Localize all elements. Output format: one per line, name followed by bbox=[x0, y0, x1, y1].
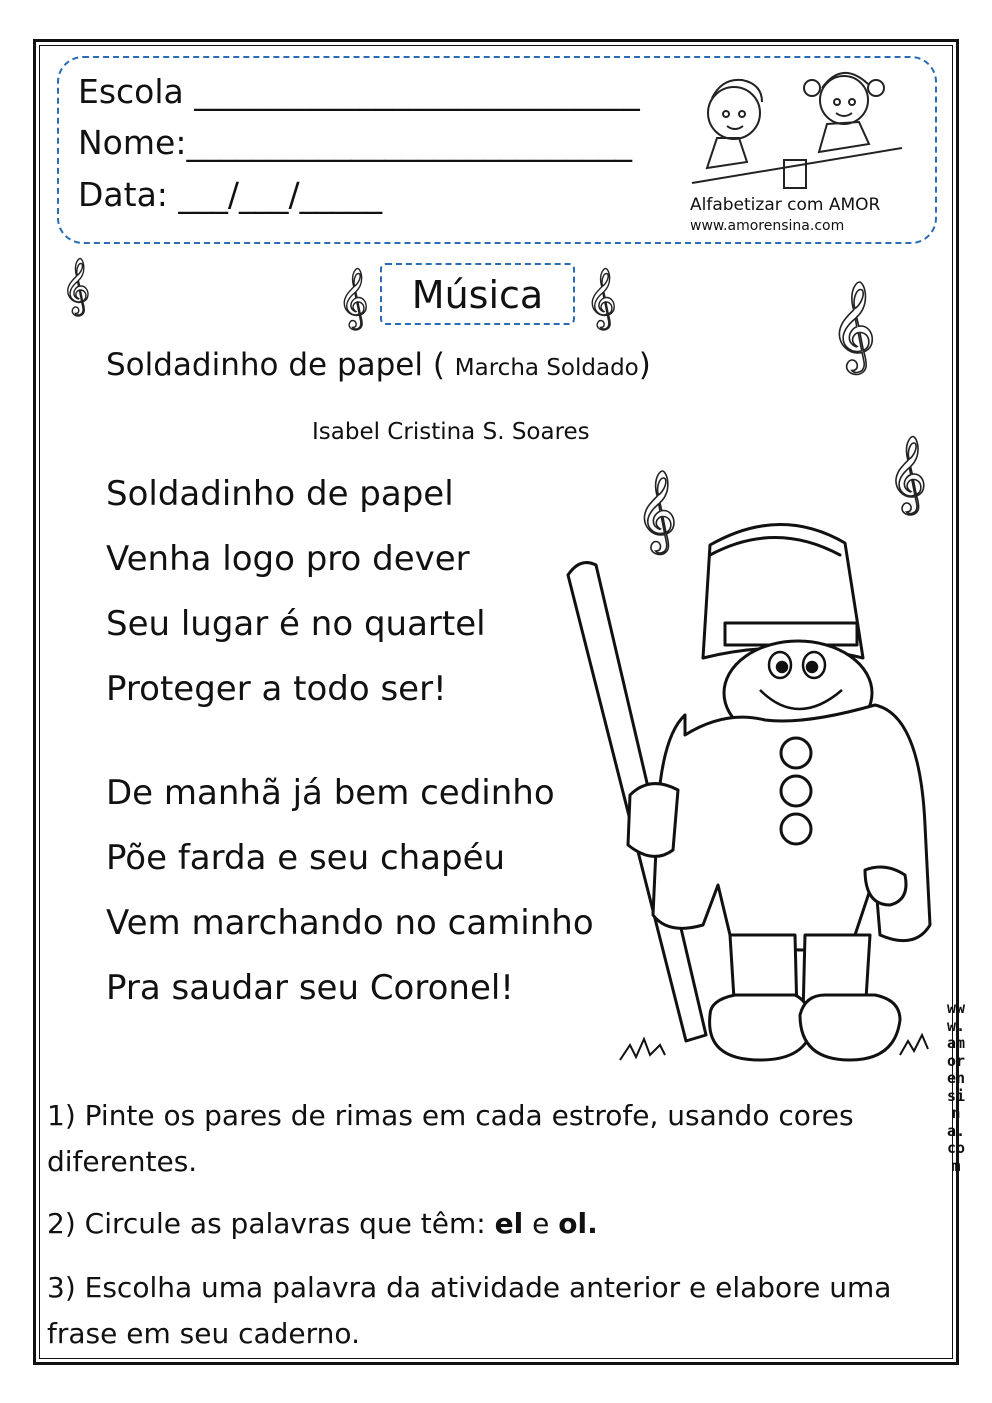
verse-line: De manhã já bem cedinho bbox=[106, 773, 555, 813]
song-author: Isabel Cristina S. Soares bbox=[312, 419, 590, 445]
question-3: 3) Escolha uma palavra da atividade anterior e elabore uma frase em seu caderno. bbox=[47, 1271, 892, 1350]
verse-line: Soldadinho de papel bbox=[106, 474, 454, 514]
svg-text:𝄞: 𝄞 bbox=[586, 268, 617, 328]
verse-line: Seu lugar é no quartel bbox=[106, 604, 486, 644]
verse-line: Proteger a todo ser! bbox=[106, 669, 447, 709]
side-watermark: www.amorensina.com bbox=[946, 999, 966, 1175]
question-2-el: el bbox=[494, 1207, 524, 1240]
subtitle-end: ) bbox=[638, 347, 651, 383]
question-1: 1) Pinte os pares de rimas em cada estrofe, usando cores diferentes. bbox=[47, 1099, 854, 1178]
svg-text:𝄞: 𝄞 bbox=[636, 469, 678, 551]
toy-soldier-illustration bbox=[560, 515, 950, 1075]
subtitle-text: Soldadinho de papel ( bbox=[106, 347, 445, 383]
verse-line: Põe farda e seu chapéu bbox=[106, 838, 506, 878]
verse-line: Venha logo pro dever bbox=[106, 539, 470, 579]
name-field: Nome:___________________________ bbox=[78, 123, 632, 162]
logo-title: Alfabetizar com AMOR bbox=[690, 195, 881, 215]
question-2 bbox=[47, 1201, 927, 1247]
treble-clef-icon bbox=[828, 262, 877, 371]
verse-line: Vem marchando no caminho bbox=[106, 903, 594, 943]
treble-clef-icon bbox=[886, 418, 930, 512]
question-2-mid: e bbox=[523, 1207, 559, 1240]
treble-clef-icon bbox=[60, 250, 94, 314]
question-2-text: 2) Circule as palavras que têm: bbox=[47, 1207, 495, 1240]
svg-text:𝄞: 𝄞 bbox=[338, 268, 369, 328]
svg-text:𝄞: 𝄞 bbox=[888, 435, 928, 512]
logo-url: www.amorensina.com bbox=[690, 218, 845, 234]
date-field: Data: ___/___/_____ bbox=[78, 175, 383, 214]
svg-text:𝄞: 𝄞 bbox=[830, 281, 877, 371]
svg-text:𝄞: 𝄞 bbox=[62, 258, 91, 314]
question-2-ol: ol. bbox=[558, 1207, 598, 1240]
verse-line: Pra saudar seu Coronel! bbox=[106, 968, 514, 1008]
subtitle-note: Marcha Soldado bbox=[454, 355, 639, 381]
song-subtitle bbox=[106, 347, 651, 383]
treble-clef-icon bbox=[584, 255, 618, 328]
page-title: Música bbox=[380, 263, 575, 325]
treble-clef-icon bbox=[336, 255, 370, 328]
school-field: Escola ___________________________ bbox=[78, 72, 640, 111]
kids-seesaw-illustration bbox=[672, 68, 917, 193]
